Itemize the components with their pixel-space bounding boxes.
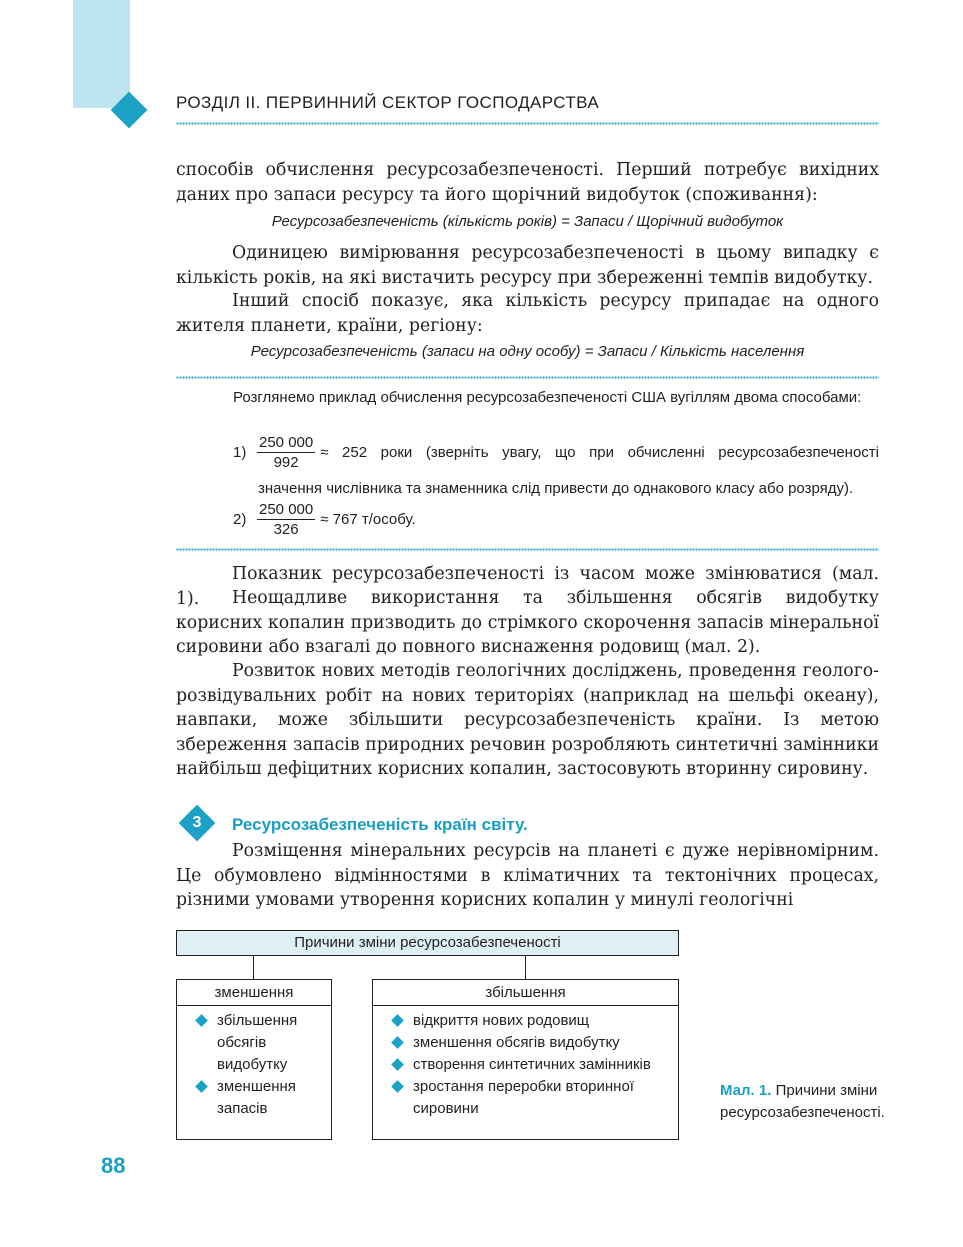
fraction-1-denominator: 992 [273,454,299,471]
diamond-bullet-icon [391,1036,404,1049]
section-number: 3 [192,814,202,831]
diagram-connector-right [525,955,526,979]
list-item: зростання переробки вторинної сировини [393,1076,674,1120]
fraction-2-denominator: 326 [273,521,299,538]
fraction-2-numerator: 250 000 [259,501,314,518]
list-item: збільшення обсягів видобутку [197,1010,327,1076]
diagram-increase-header: збільшення [373,980,678,1006]
example-item-2-result: ≈ 767 т/особу. [320,511,416,528]
example-item-2-label: 2) [233,511,247,528]
example-top-divider [176,375,879,380]
paragraph-5: Неощадливе використання та збільшення обсягів видобутку корисних копалин призводить до стрімкого скорочення запасів мінеральної сировини або взагалі до повного виснаження родовищ (мал. 2). [176,588,879,657]
header-divider [176,121,879,126]
example-item-2 [233,500,879,539]
header-accent-block [73,0,130,108]
list-item: зменшення обсягів видобутку [393,1032,674,1054]
diamond-bullet-icon [195,1080,208,1093]
example-intro: Розглянемо приклад обчислення ресурсозабезпеченості США вугіллям двома способами: [233,389,862,406]
diamond-bullet-icon [195,1014,208,1027]
paragraph-4: Показник ресурсозабезпеченості із часом може змінюватися (мал. 1). [176,564,879,609]
diagram-decrease-header: зменшення [177,980,331,1006]
fraction-1 [257,433,315,472]
figure-caption-text: Причини зміни ресурсозабезпеченості. [720,1082,885,1121]
list-item: відкриття нових родовищ [393,1010,674,1032]
formula-years: Ресурсозабезпеченість (кількість років) = Запаси / Щорічний видобуток [271,213,784,230]
page-number: 88 [101,1153,126,1178]
diagram-decrease-box [176,979,332,1140]
section-title: Ресурсозабезпеченість країн світу. [232,815,528,834]
example-item-1-result: ≈ 252 роки (зверніть увагу, що при обчисленні ресурсозабезпеченості [320,444,879,461]
paragraph-1: способів обчислення ресурсозабезпеченості. Перший потребує вихідних даних про запаси ресурсу та його щорічний видобуток (споживання): [176,160,879,205]
diamond-bullet-icon [391,1014,404,1027]
example-item-1 [233,433,879,472]
diagram-connector-left [253,955,254,979]
list-item: зменшення запасів [197,1076,327,1120]
diagram-decrease-list [177,1006,331,1120]
paragraph-3: Інший спосіб показує, яка кількість ресурсу припадає на одного жителя планети, країни, регіону: [176,291,879,336]
formula-per-capita: Ресурсозабезпеченість (запаси на одну особу) = Запаси / Кількість населення [250,343,805,360]
example-item-1-note: значення числівника та знаменника слід привести до однакового класу або розряду). [258,480,854,497]
list-item: створення синтетичних замінників [393,1054,674,1076]
fraction-2 [257,500,315,539]
diagram-increase-list [373,1006,678,1120]
fraction-1-numerator: 250 000 [259,434,314,451]
figure-caption [720,1080,885,1124]
paragraph-7: Розміщення мінеральних ресурсів на планеті є дуже нерівномірним. Це обумовлено відмінностями в кліматичних та тектонічних процесах, різними умовами утворення корисних копалин у минулі геологічні [176,841,879,910]
example-item-1-label: 1) [233,444,247,461]
paragraph-6: Розвиток нових методів геологічних досліджень, проведення геолого-розвідувальних робіт на нових територіях (наприклад на шельфі океану), навпаки, може збільшити ресурсозабезпеченість країни. Із метою збереження запасів природних речовин розробляють синтетичні замінники найбільш дефіцитних корисних копалин, застосовують вторинну сировину. [176,661,879,779]
diagram-increase-box [372,979,679,1140]
chapter-title: РОЗДІЛ ІІ. ПЕРВИННИЙ СЕКТОР ГОСПОДАРСТВА [176,93,600,112]
paragraph-2: Одиницею вимірювання ресурсозабезпеченості в цьому випадку є кількість років, на які вистачить ресурсу при збереженні темпів видобутку. [176,243,879,288]
diamond-bullet-icon [391,1058,404,1071]
diamond-bullet-icon [391,1080,404,1093]
diagram-title: Причини зміни ресурсозабезпеченості [176,930,679,956]
example-bottom-divider [176,547,879,552]
figure-caption-label: Мал. 1. [720,1082,772,1099]
